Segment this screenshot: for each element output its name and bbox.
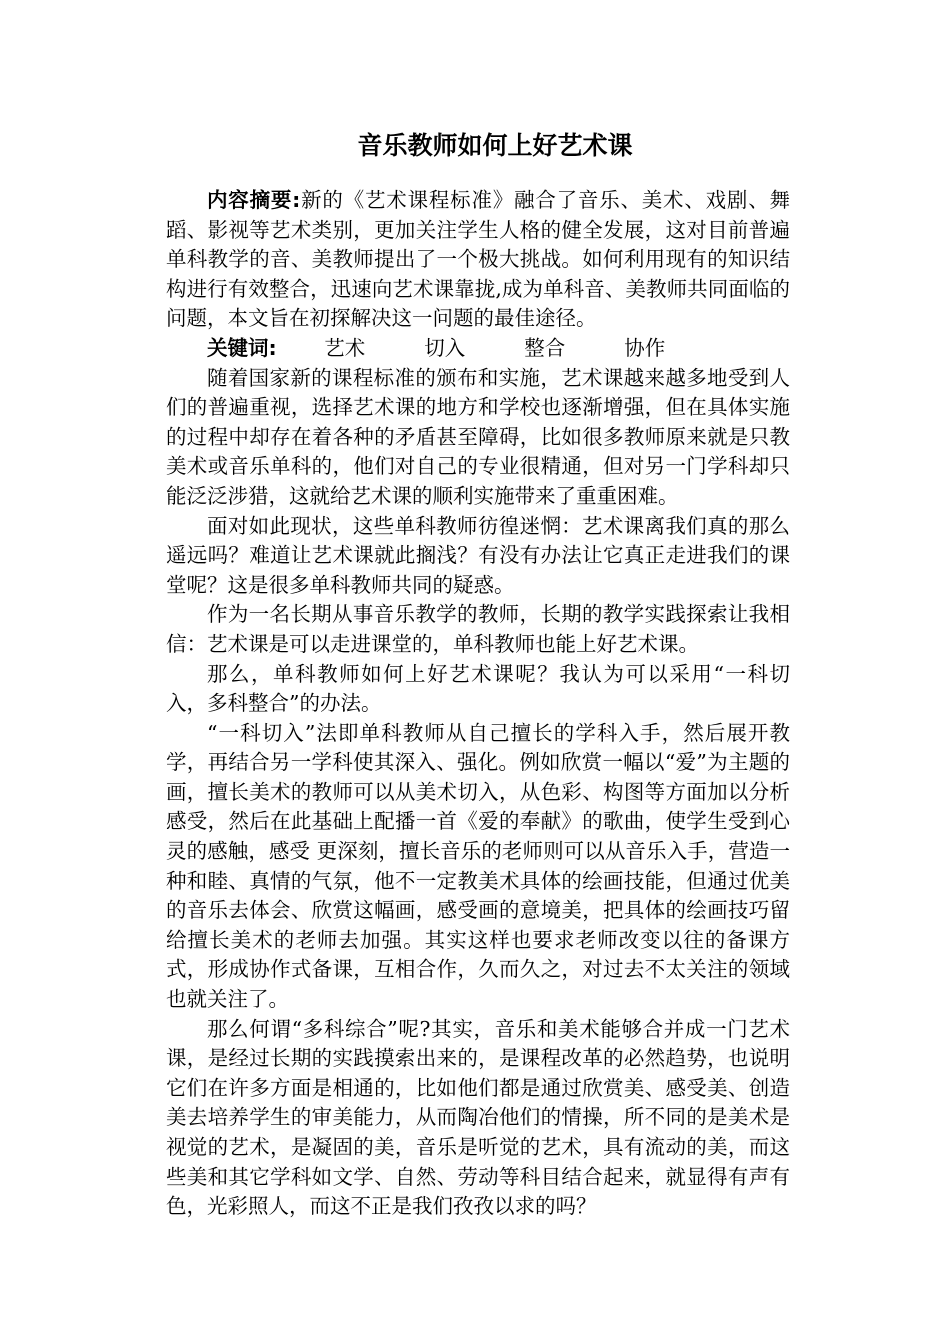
abstract-label: 内容摘要: [207, 188, 301, 212]
body-paragraph: 那么何谓“多科综合”呢?其实，音乐和美术能够合并成一门艺术课，是经过长期的实践摸索出来的，是课程改革的必然趋势，也说明它们在许多方面是相通的，比如他们都是通过欣赏美、感受美、创造美去培养学生的审美能力，从而陶冶他们的情操，所不同的是美术是视觉的艺术，是凝固的美，音乐是听觉的艺术，具有流动的美，而这些美和其它学科如文学、自然、劳动等科目结合起来，就显得有声有色，光彩照人，而这不正是我们孜孜以求的吗？ [166, 1016, 790, 1219]
document-body [166, 186, 790, 1222]
keyword: 整合 [524, 335, 566, 360]
abstract-paragraph [166, 186, 790, 334]
body-paragraph: 那么，单科教师如何上好艺术课呢？我认为可以采用“一科切入，多科整合”的办法。 [166, 661, 790, 716]
body-paragraph: 随着国家新的课程标准的颁布和实施，艺术课越来越多地受到人们的普遍重视，选择艺术课的地方和学校也逐渐增强，但在具体实施的过程中却存在着各种的矛盾甚至障碍，比如很多教师原来就是只教美术或音乐单科的，他们对自己的专业很精通，但对另一门学科却只能泛泛涉猎，这就给艺术课的顺利实施带来了重重困难。 [166, 365, 790, 508]
keyword: 艺术 [324, 335, 366, 360]
body-paragraph: “一科切入”法即单科教师从自己擅长的学科入手，然后展开教学，再结合另一学科使其深入、强化。例如欣赏一幅以“爱”为主题的画，擅长美术的教师可以从美术切入，从色彩、构图等方面加以分析感受，然后在此基础上配播一首《爱的奉献》的歌曲，使学生受到心灵的感触，感受 更深刻，擅长音乐的老师则可以从音乐入手，营造一种和睦、真情的气氛，他不一定教美术具体的绘画技能，但通过优美的音乐去体会、欣赏这幅画，感受画的意境美，把具体的绘画技巧留给擅长美术的老师去加强。其实这样也要求老师改变以往的备课方式，形成协作式备课，互相合作，久而久之，对过去不太关注的领域也就关注了。 [166, 720, 790, 1012]
abstract-text: 新的《艺术课程标准》融合了音乐、美术、戏剧、舞蹈、影视等艺术类别，更加关注学生人格的健全发展，这对目前普遍单科教学的音、美教师提出了一个极大挑战。如何利用现有的知识结构进行有效整合，迅速向艺术课靠拢,成为单科音、美教师共同面临的问题，本文旨在初探解决这一问题的最佳途径。 [166, 188, 790, 331]
body-paragraph: 面对如此现状，这些单科教师彷徨迷惘：艺术课离我们真的那么遥远吗？难道让艺术课就此搁浅？有没有办法让它真正走进我们的课堂呢？这是很多单科教师共同的疑惑。 [166, 513, 790, 597]
document-title: 音乐教师如何上好艺术课 [357, 131, 633, 160]
keywords-label: 关键词: [207, 335, 277, 360]
body-paragraph: 作为一名长期从事音乐教学的教师，长期的教学实践探索让我相信：艺术课是可以走进课堂的，单科教师也能上好艺术课。 [166, 602, 790, 656]
keyword: 协作 [624, 335, 666, 360]
keywords-paragraph [166, 334, 790, 364]
keyword: 切入 [424, 335, 466, 360]
